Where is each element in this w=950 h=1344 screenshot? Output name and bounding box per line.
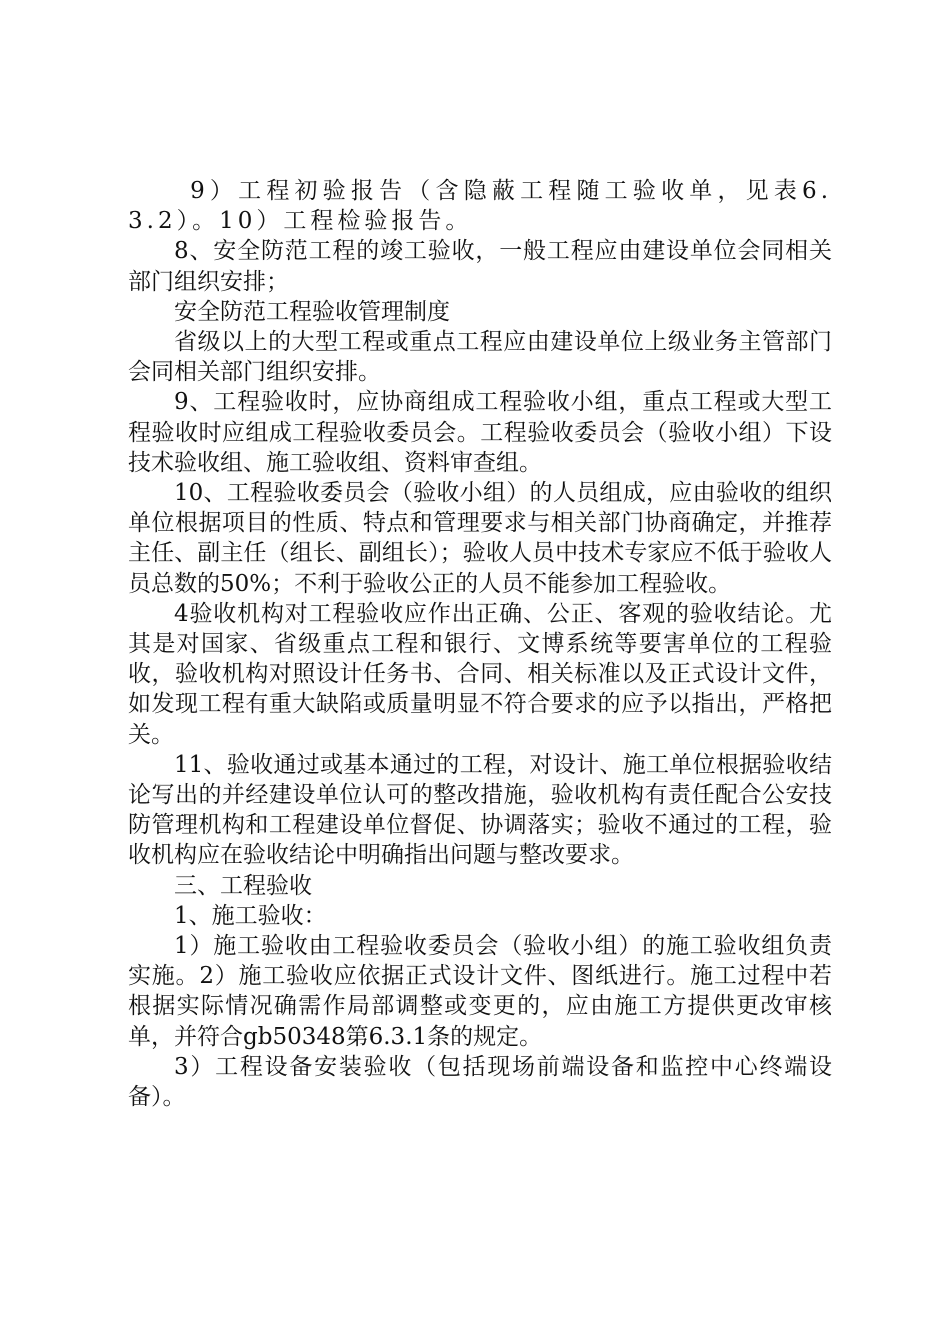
paragraph-acceptance-conclusion: 4验收机构对工程验收应作出正确、公正、客观的验收结论。尤其是对国家、省级重点工程和银行、文博系统等要害单位的工程验收，验收机构对照设计任务书、合同、相关标准以及正式设计文件，如发现工程有重大缺陷或质量明显不符合要求的应予以指出，严格把关。 [128, 600, 832, 748]
paragraph-acceptance-group: 9、工程验收时，应协商组成工程验收小组，重点工程或大型工程验收时应组成工程验收委员会。工程验收委员会（验收小组）下设技术验收组、施工验收组、资料审查组。 [128, 389, 832, 476]
paragraph-rectification: 11、验收通过或基本通过的工程，对设计、施工单位根据验收结论写出的并经建设单位认可的整改措施，验收机构有责任配合公安技防管理机构和工程建设单位督促、协调落实；验收不通过的工程，验收机构应在验收结论中明确指出问题与整改要求。 [128, 751, 832, 869]
paragraph-completion-acceptance: 8、安全防范工程的竣工验收，一般工程应由建设单位会同相关部门组织安排； [128, 238, 832, 295]
paragraph-initial-inspection-report: 9）工程初验报告（含隐蔽工程随工验收单，见表6.3.2）。10）工程检验报告。 [128, 178, 832, 235]
paragraph-construction-acceptance: 1）施工验收由工程验收委员会（验收小组）的施工验收组负责实施。2）施工验收应依据正式设计文件、图纸进行。施工过程中若根据实际情况确需作局部调整或变更的，应由施工方提供更改审核单，并符合gb50348第6.3.1条的规定。 [128, 933, 832, 1050]
section-heading-project-acceptance: 三、工程验收 [174, 872, 312, 899]
subsection-heading-construction-acceptance: 1、施工验收： [174, 902, 327, 929]
document-page [128, 176, 832, 1112]
paragraph-heading-management-system: 安全防范工程验收管理制度 [174, 298, 450, 325]
paragraph-committee-composition: 10、工程验收委员会（验收小组）的人员组成，应由验收的组织单位根据项目的性质、特点和管理要求与相关部门协商确定，并推荐主任、副主任（组长、副组长）；验收人员中技术专家应不低于验收人员总数的50%；不利于验收公正的人员不能参加工程验收。 [128, 480, 832, 597]
paragraph-equipment-installation: 3）工程设备安装验收（包括现场前端设备和监控中心终端设备）。 [128, 1053, 832, 1111]
paragraph-provincial-projects: 省级以上的大型工程或重点工程应由建设单位上级业务主管部门会同相关部门组织安排。 [128, 329, 832, 386]
